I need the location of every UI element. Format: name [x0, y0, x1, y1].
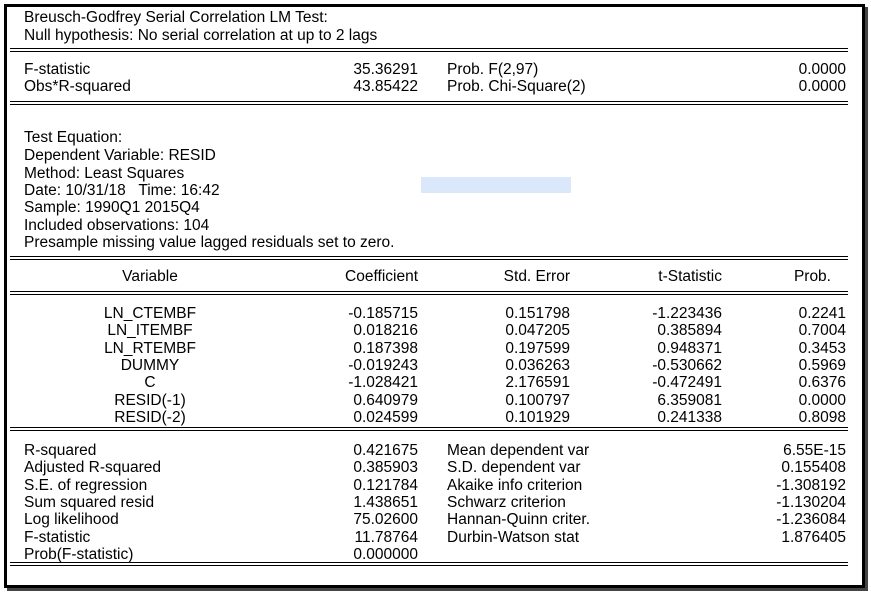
stat-value: 0.385903 [353, 459, 418, 477]
selection-highlight [421, 177, 571, 193]
divider [10, 427, 848, 431]
cell-coefficient: -0.019243 [348, 356, 418, 374]
stat-label: Hannan-Quinn criter. [447, 511, 591, 529]
stat-value: 1.876405 [781, 528, 846, 546]
cell-prob: 0.5969 [798, 356, 846, 374]
cell-variable: RESID(-2) [114, 408, 186, 426]
stat-value: 0.155408 [781, 459, 846, 477]
stat-label: Sum squared resid [24, 493, 155, 511]
cell-variable: LN_ITEMBF [107, 322, 193, 340]
cell-variable: LN_RTEMBF [104, 339, 196, 357]
stat-label: Akaike info criterion [447, 476, 583, 494]
f-prob-value: 0.0000 [798, 61, 846, 78]
stat-label: Schwarz criterion [447, 493, 566, 511]
stat-label: Adjusted R-squared [24, 459, 161, 477]
stat-label: F-statistic [24, 528, 91, 546]
sample: Sample: 1990Q1 2015Q4 [24, 199, 200, 216]
stat-label: Log likelihood [24, 511, 119, 529]
cell-prob: 0.2241 [798, 305, 846, 322]
cell-std-error: 0.197599 [505, 339, 570, 357]
stat-label: S.D. dependent var [447, 459, 581, 477]
stat-label: R-squared [24, 442, 97, 459]
cell-t-statistic: 0.241338 [657, 408, 722, 426]
stat-label: Durbin-Watson stat [447, 528, 580, 546]
col-header-coefficient: Coefficient [345, 268, 418, 285]
test-title: Breusch-Godfrey Serial Correlation LM Test: [24, 9, 328, 26]
cell-t-statistic: -0.472491 [652, 374, 722, 392]
stat-value: 75.02600 [353, 511, 418, 529]
stat-value: -1.236084 [776, 511, 846, 529]
cell-variable: LN_CTEMBF [103, 305, 197, 322]
cell-variable: DUMMY [120, 356, 180, 374]
stat-value: 1.438651 [353, 493, 418, 511]
divider [10, 291, 848, 295]
stat-value: 0.121784 [353, 476, 418, 494]
divider [10, 101, 848, 105]
cell-t-statistic: 0.385894 [657, 322, 722, 340]
stat-label: S.E. of regression [24, 476, 148, 494]
cell-std-error: 0.036263 [505, 356, 570, 374]
cell-coefficient: -1.028421 [348, 374, 418, 392]
stat-value: 11.78764 [354, 528, 418, 546]
cell-std-error: 0.151798 [505, 305, 570, 322]
stat-value: 0.421675 [353, 442, 418, 459]
cell-variable: RESID(-1) [114, 391, 186, 409]
chi-prob-label: Prob. Chi-Square(2) [447, 78, 586, 95]
chi-prob-value: 0.0000 [798, 78, 846, 95]
presample-note: Presample missing value lagged residuals set to zero. [24, 234, 395, 251]
cell-t-statistic: -0.530662 [652, 356, 722, 374]
cell-t-statistic: -1.223436 [652, 305, 722, 322]
obs-r-squared-label: Obs*R-squared [24, 78, 131, 95]
cell-std-error: 0.047205 [505, 322, 570, 340]
date-time: Date: 10/31/18 Time: 16:42 [24, 182, 220, 199]
cell-prob: 0.3453 [798, 339, 846, 357]
stat-value: -1.130204 [776, 493, 846, 511]
f-statistic-label: F-statistic [24, 61, 91, 78]
null-hypothesis: Null hypothesis: No serial correlation at up to 2 lags [24, 27, 378, 44]
cell-coefficient: 0.187398 [353, 339, 418, 357]
included-observations: Included observations: 104 [24, 217, 210, 234]
divider [10, 48, 848, 52]
cell-coefficient: -0.185715 [348, 305, 418, 322]
stat-value: 6.55E-15 [783, 442, 846, 459]
method: Method: Least Squares [24, 165, 185, 182]
divider [10, 256, 848, 260]
col-header-t-statistic: t-Statistic [658, 268, 722, 285]
cell-std-error: 0.100797 [505, 391, 570, 409]
cell-prob: 0.7004 [798, 322, 846, 340]
dependent-variable: Dependent Variable: RESID [24, 147, 216, 164]
stat-label: Prob(F-statistic) [24, 545, 134, 563]
f-statistic-value: 35.36291 [353, 61, 418, 78]
cell-variable: C [144, 374, 156, 392]
f-prob-label: Prob. F(2,97) [447, 61, 539, 78]
stat-label: Mean dependent var [447, 442, 590, 459]
cell-prob: 0.0000 [798, 391, 846, 409]
stat-value: 0.000000 [353, 545, 418, 563]
cell-t-statistic: 0.948371 [657, 339, 722, 357]
cell-t-statistic: 6.359081 [657, 391, 722, 409]
cell-coefficient: 0.018216 [353, 322, 418, 340]
cell-std-error: 2.176591 [505, 374, 570, 392]
cell-prob: 0.6376 [798, 374, 846, 392]
cell-coefficient: 0.640979 [353, 391, 418, 409]
stat-value: -1.308192 [776, 476, 846, 494]
col-header-std-error: Std. Error [503, 268, 570, 285]
test-equation-label: Test Equation: [24, 129, 123, 146]
obs-r-squared-value: 43.85422 [353, 78, 418, 95]
col-header-prob: Prob. [793, 268, 831, 285]
col-header-variable: Variable [122, 268, 178, 285]
cell-std-error: 0.101929 [505, 408, 570, 426]
cell-prob: 0.8098 [798, 408, 846, 426]
divider [10, 562, 848, 566]
cell-coefficient: 0.024599 [353, 408, 418, 426]
